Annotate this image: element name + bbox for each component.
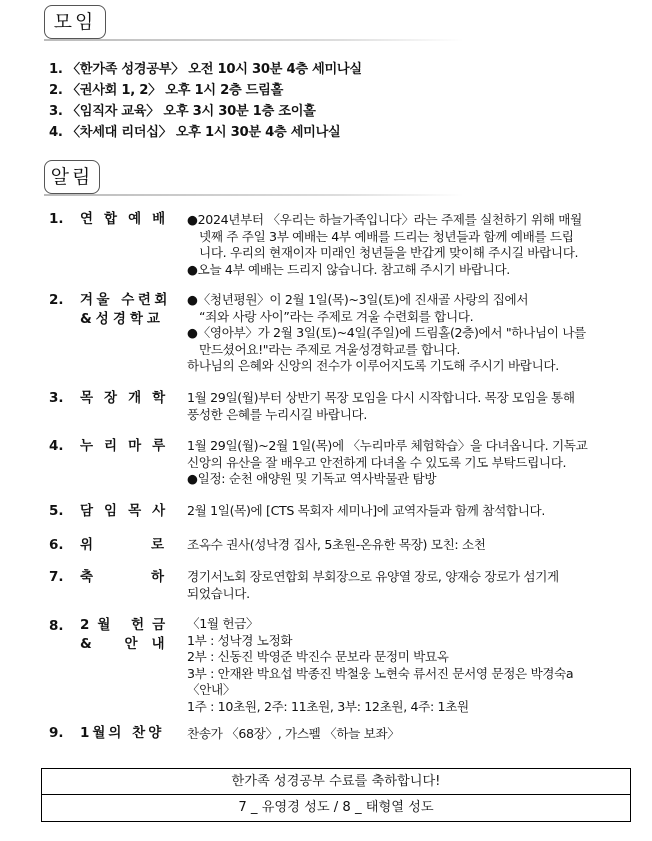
notice-label-text: 겨울 수련회 [80,292,171,308]
notice-line: 3부 : 안재완 박요섭 박종진 박철웅 노현숙 류서진 문서영 문정은 박경숙a [187,665,574,681]
notice-number: 7. [49,569,64,585]
meetings-divider [44,39,464,41]
notice-body [187,537,627,554]
notice-label-text: 축하 [80,569,223,585]
notice-body [187,390,627,423]
notice-label [80,437,177,456]
notice-line: 찬송가 〈68장〉, 가스펠 〈하늘 보좌〉 [187,726,400,741]
notice-number: 1. [49,211,64,227]
notice-label-text-2: &성경학교 [80,311,164,327]
notice-body [187,292,627,375]
notice-number: 6. [49,537,64,553]
notice-line: 되었습니다. [187,585,250,601]
notice-line: 신앙의 유산을 잘 배우고 안전하게 다녀올 수 있도록 기도 부탁드립니다. [187,454,567,470]
notice-line: 1주 : 10초원, 2주: 11초원, 3부: 12초원, 4주: 1초원 [187,698,469,714]
notice-label [80,389,177,408]
meeting-item: 2. 〈권사회 1, 2〉 오후 1시 2층 드림홀 [49,83,284,98]
notice-line: ●일정: 순천 애양원 및 기독교 역사박물관 탐방 [187,471,437,486]
notice-number: 5. [49,503,64,519]
notice-body [187,503,627,520]
congratulations-box [41,768,631,822]
notice-number: 4. [49,438,64,454]
notice-number: 3. [49,390,64,406]
meeting-item: 1. 〈한가족 성경공부〉 오전 10시 30분 4층 세미나실 [49,62,362,77]
notice-line: 1부 : 성낙경 노정화 [187,632,293,648]
notice-line: ●2024년부터 〈우리는 하늘가족입니다〉라는 주제를 실천하기 위해 매월 [187,212,582,227]
notices-title: 알림 [44,160,100,194]
notices-divider [44,194,464,196]
notice-line: 1월 29일(월)~2월 1일(목)에 〈누리마루 체험학습〉을 다녀옵니다. 기독교 [187,438,588,453]
notice-line: “죄와 사랑 사이”라는 주제로 겨울 수련회를 합니다. [199,308,474,324]
notice-label [80,291,170,329]
congratulations-message: 한가족 성경공부 수료를 축하합니다! [42,769,630,795]
notice-label-text: 연합예배 [80,211,177,227]
notice-line: 〈1월 헌금〉 [187,616,259,631]
notice-label-text: 누리마루 [80,438,177,454]
notice-label [80,568,223,587]
notice-label [80,724,170,743]
notice-line: 하나님의 은혜와 신앙의 전수가 이루어지도록 기도해 주시기 바랍니다. [187,358,559,373]
notice-label-text: 목장개학 [80,390,177,406]
notice-line: 1월 29일(월)부터 상반기 목장 모임을 다시 시작합니다. 목장 모임을 통해 [187,390,575,405]
notice-line: 조옥수 권사(성낙경 집사, 5초원-온유한 목장) 모친: 소천 [187,537,486,552]
notice-label [80,210,177,229]
notice-line: 니다. 우리의 현재이자 미래인 청년들을 반갑게 맞이해 주시길 바랍니다. [199,245,579,260]
notice-label-text: 위로 [80,537,223,553]
meetings-title: 모임 [44,5,106,39]
notice-label-text: 1월의 찬양 [80,725,165,741]
notice-label [80,616,179,654]
meeting-item: 3. 〈임직자 교육〉 오후 3시 30분 1층 조이홀 [49,104,316,119]
notice-line: 넷째 주 주일 3부 예배는 4부 예배를 드리는 청년들과 함께 예배를 드립 [199,228,574,244]
notice-line: ●〈청년평원〉이 2월 1일(목)~3일(토)에 진새골 사랑의 집에서 [187,292,529,307]
notice-label [80,536,223,555]
notice-label-text-2: & 안내 [80,636,179,652]
notice-line: 만드셨어요!"라는 주제로 겨울성경학교를 합니다. [199,341,461,357]
notice-body [187,569,627,602]
notice-number: 9. [49,725,64,741]
notice-body [187,726,627,743]
notice-line: 2부 : 신동진 박영준 박진수 문보라 문정미 박묘옥 [187,649,449,664]
notice-label-text: 담임목사 [80,503,177,519]
notice-line: 풍성한 은혜를 누리시길 바랍니다. [187,406,368,422]
notice-body [187,616,627,715]
notice-body [187,438,627,488]
notice-label-text: 2월 헌금 [80,617,174,633]
notice-number: 2. [49,292,64,308]
notice-number: 8. [49,618,64,634]
graduates-line: 7 _ 유영경 성도 / 8 _ 태형열 성도 [238,800,434,815]
notice-line: ●〈영아부〉가 2월 3일(토)~4일(주일)에 드림홀(2층)에서 "하나님이 나를 [187,325,586,340]
notice-line: 〈안내〉 [187,682,236,697]
notice-label [80,502,177,521]
notice-line: 2월 1일(목)에 [CTS 목회자 세미나]에 교역자들과 함께 참석합니다. [187,503,545,518]
notice-body [187,212,627,278]
notice-line: 경기서노회 장로연합회 부회장으로 유양열 장로, 양재승 장로가 섬기게 [187,569,559,584]
notice-line: ●오늘 4부 예배는 드리지 않습니다. 참고해 주시기 바랍니다. [187,261,510,277]
meeting-item: 4. 〈차세대 리더십〉 오후 1시 30분 4층 세미나실 [49,125,341,140]
